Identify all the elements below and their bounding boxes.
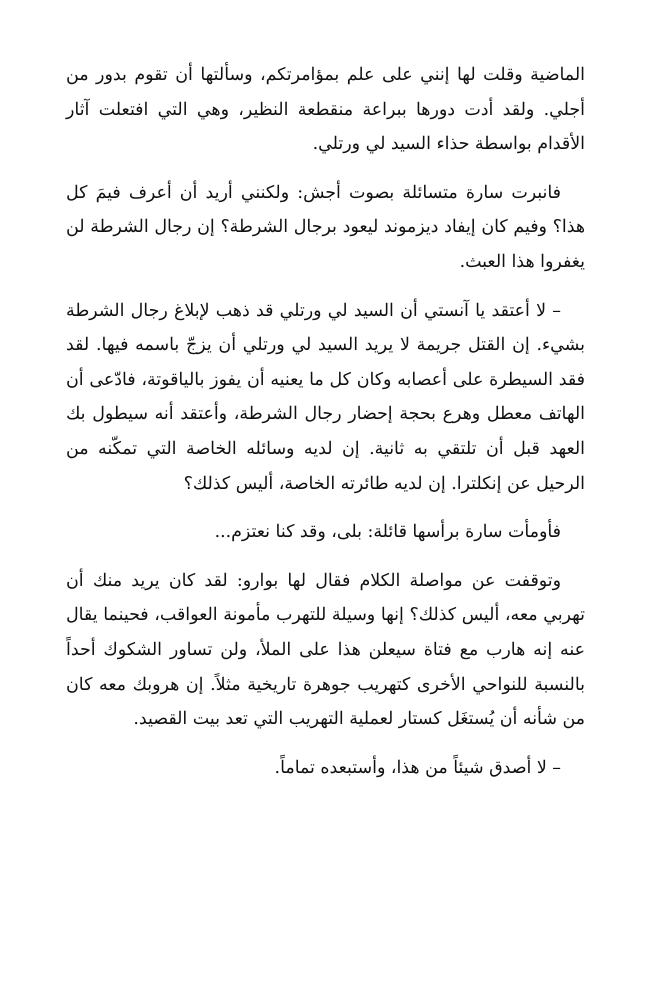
- book-page: [66, 58, 585, 785]
- paragraph: فانبرت سارة متسائلة بصوت أجش: ولكنني أريد أن أعرف فيمَ كل هذا؟ وفيم كان إيفاد ديزموند ليعود برجال الشرطة؟ إن رجال الشرطة لن يغفروا هذا العبث.: [66, 182, 585, 272]
- paragraph: الماضية وقلت لها إنني على علم بمؤامرتكم، وسألتها أن تقوم بدور من أجلي. ولقد أدت دورها ببراعة منقطعة النظير، وهي التي افتعلت آثار الأقدام بواسطة حذاء السيد لي ورتلي.: [66, 65, 585, 155]
- paragraph: فأومأت سارة برأسها قائلة: بلى، وقد كنا نعتزم...: [214, 522, 561, 543]
- paragraph: وتوقفت عن مواصلة الكلام فقال لها بوارو: لقد كان يريد منك أن تهربي معه، أليس كذلك؟ إنها وسيلة للتهرب مأمونة العواقب، فحينما يقال عنه إنه هارب مع فتاة سيعلن هذا على الملأ، ولن تساور الشكوك أحداً بالنسبة للنواحي الأخرى كتهريب جوهرة تاريخية مثلاً. إن هروبك معه كان من شأنه أن يُستغَل كستار لعملية التهريب التي تعد بيت القصيد.: [66, 570, 585, 730]
- paragraph: – لا أصدق شيئاً من هذا، وأستبعده تماماً.: [274, 757, 561, 778]
- paragraph: – لا أعتقد يا آنستي أن السيد لي ورتلي قد ذهب لإبلاغ رجال الشرطة بشيء. إن القتل جريمة لا يريد السيد لي ورتلي أن يزجّ باسمه فيها. لقد فقد السيطرة على أعصابه وكان كل ما يعنيه أن يفوز بالياقوتة، فادّعى أن الهاتف معطل وهرع بحجة إحضار رجال الشرطة، وأعتقد أنه سيطول بك العهد قبل أن تلتقي به ثانية. إن لديه وسائله الخاصة التي تمكّنه من الرحيل عن إنكلترا. إن لديه طائرته الخاصة، أليس كذلك؟: [66, 300, 585, 494]
